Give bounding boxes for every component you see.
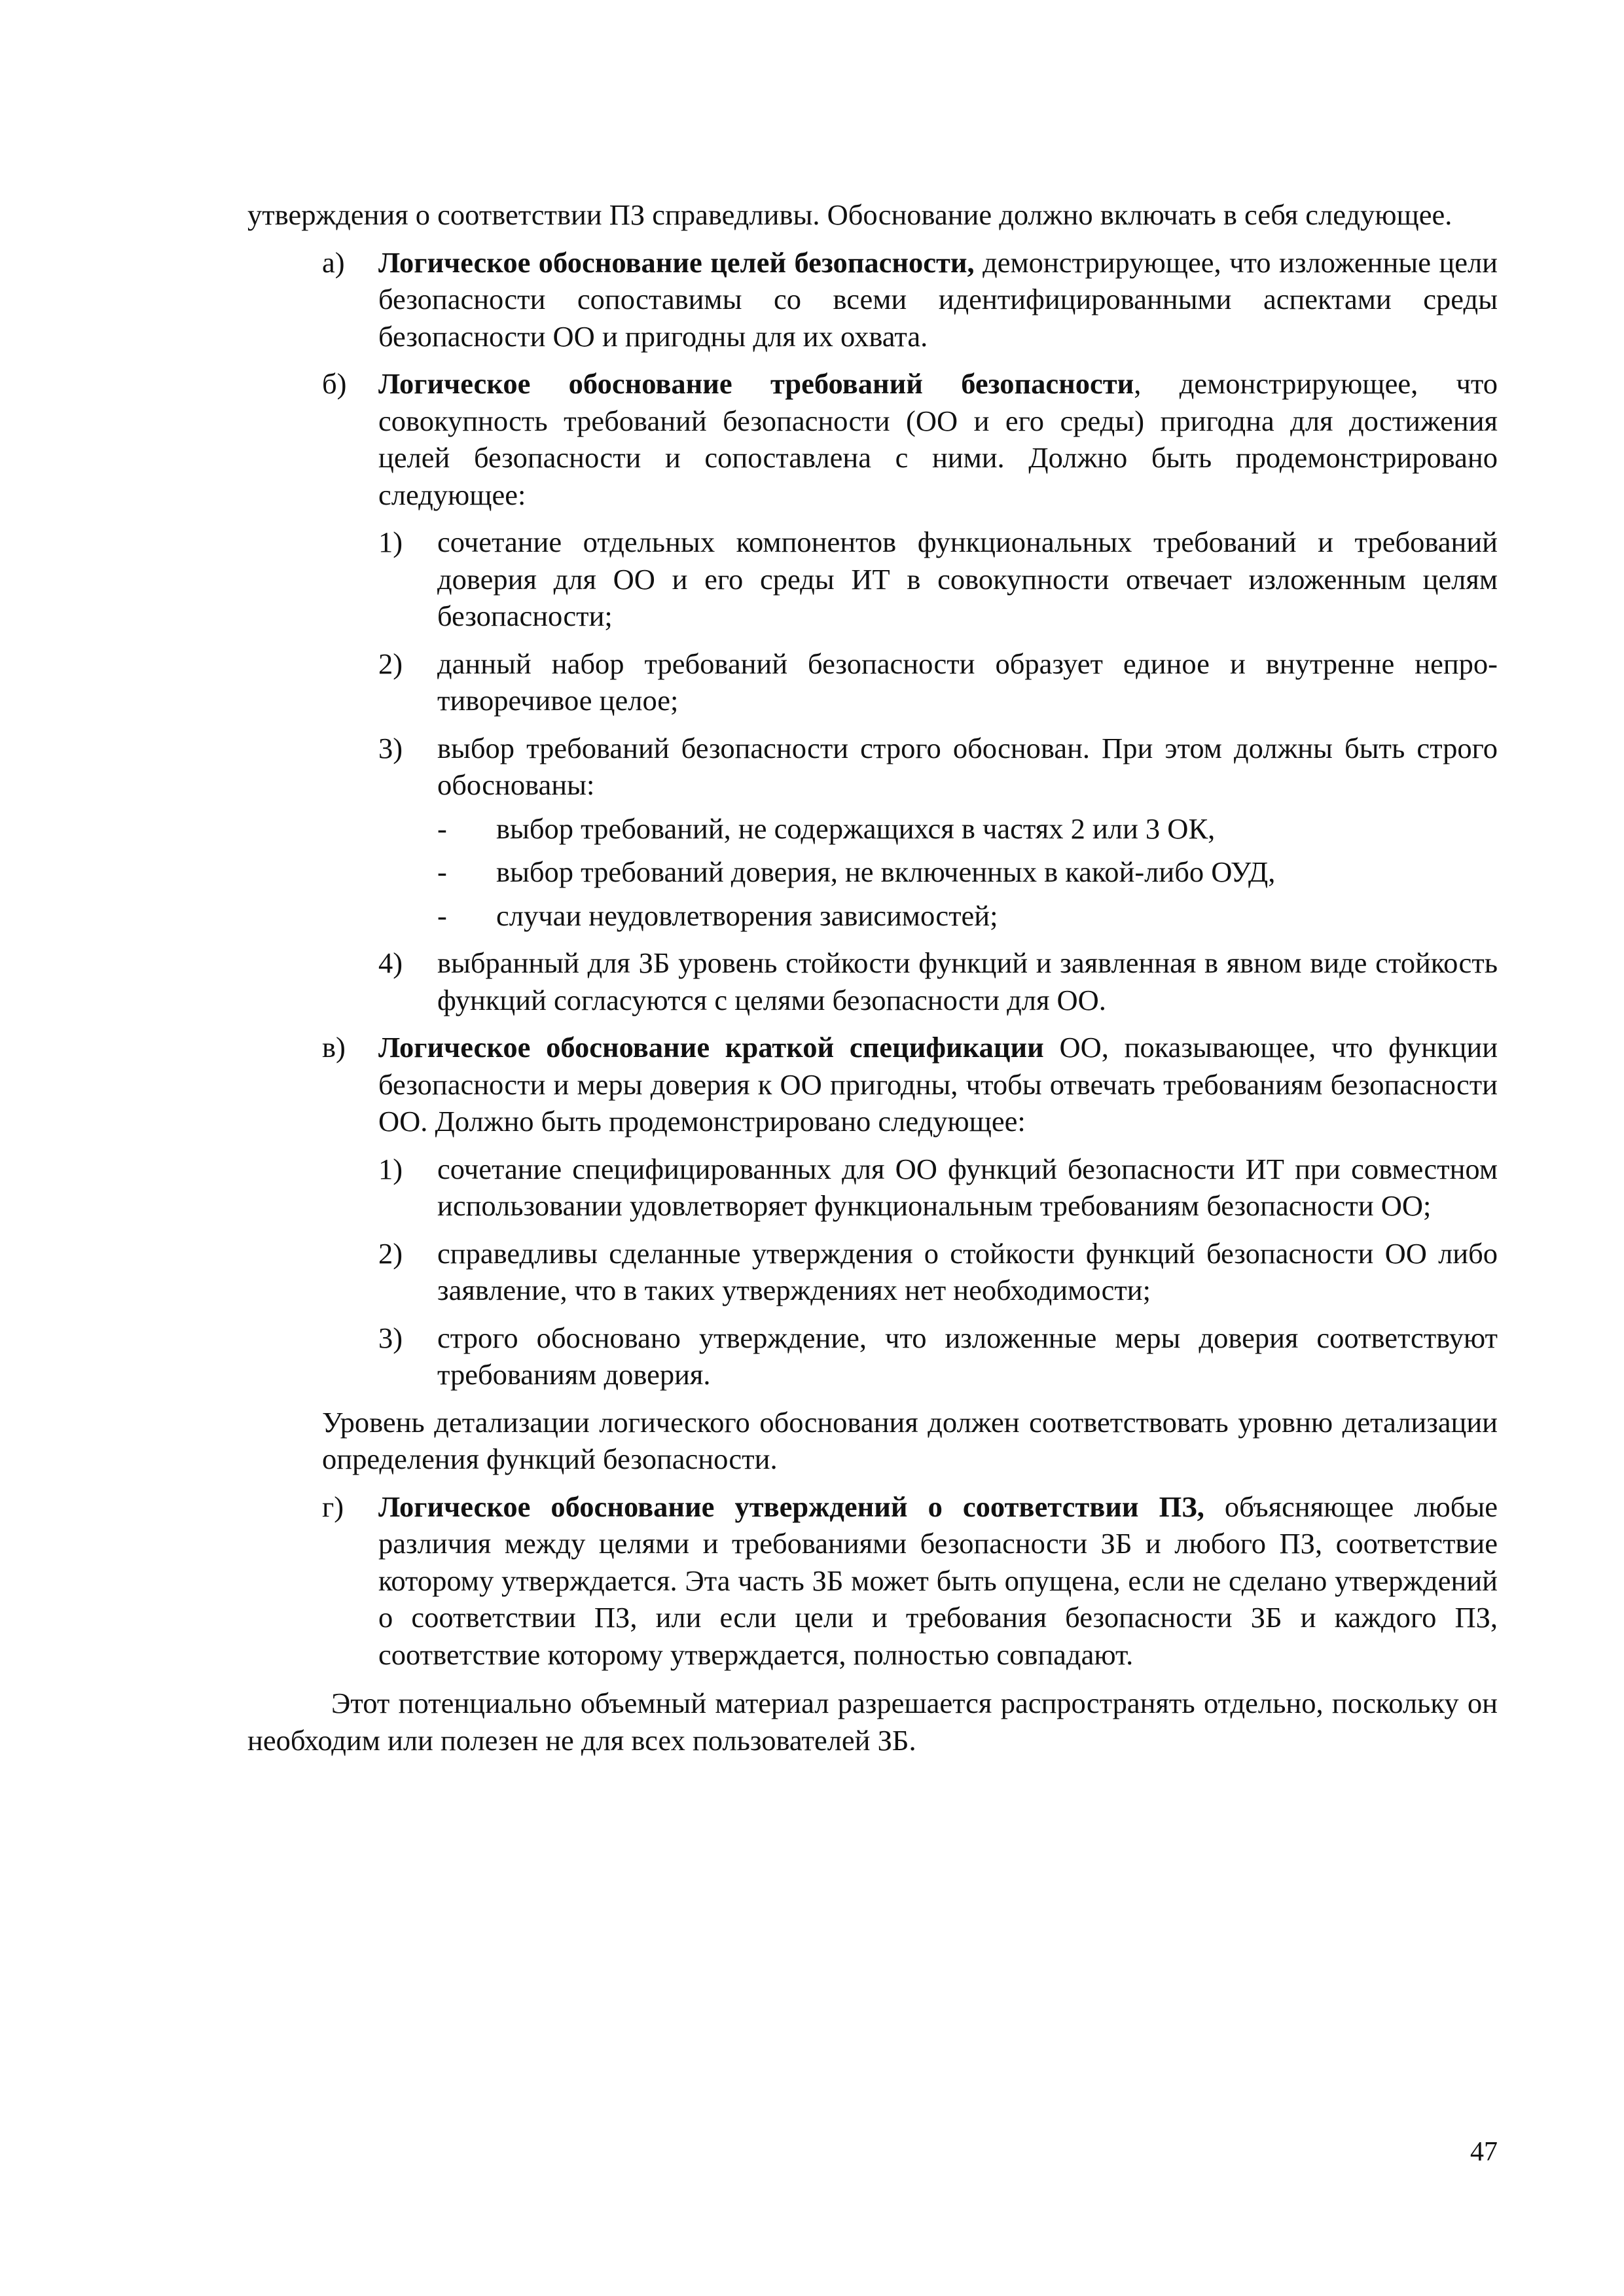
list-item-body: справедливы сделанные утверждения о стойкости функций безопасности ОО либо заявление, что в таких утверждениях нет необходимости;: [437, 1236, 1498, 1306]
item-text: демонстрирующее, что изложенные цели безопасности сопоставимы со всеми идентифицированными аспектами среды безопасности ОО и пригодны для их охвата.: [378, 245, 1498, 353]
list-marker: 3): [378, 1321, 403, 1354]
list-item-body: данный набор требований безопасности образует единое и внутренне непротиворечивое целое;: [437, 647, 1498, 717]
list-item-g: [247, 1488, 1498, 1674]
dash-marker: -: [437, 812, 447, 845]
page-number: 47: [1470, 2137, 1498, 2167]
list-marker: 3): [378, 731, 403, 764]
dash-marker: -: [437, 899, 447, 932]
dash-item-text: случаи неудовлетворения зависимостей;: [496, 899, 998, 932]
closing-paragraph: Этот потенциально объемный материал разрешается распространять отдельно, поскольку он необходим или полезен не для всех пользователей ЗБ.: [247, 1687, 1498, 1757]
list-item-body: сочетание отдельных компонентов функциональных требований и требований доверия для ОО и его среды ИТ в совокупности отвечает изложенным целям безопасности;: [437, 526, 1498, 632]
list-item-body: [378, 1029, 1498, 1140]
page-content: [247, 196, 1498, 1759]
item-text: , демонстрирующее, что совокупность требований безопасности (ОО и его среды) пригодна для достижения целей безопасности и сопоставлена с ними. Должно быть продемонстрировано следующее:: [378, 367, 1498, 511]
list-item-body: строго обосновано утверждение, что изложенные меры доверия соответствуют требованиям доверия.: [437, 1321, 1498, 1391]
item-text: объясняющее любые различия между целями и требованиями безопасности ЗБ и любого ПЗ, соответствие которому утверждается. Эта часть ЗБ может быть опущена, если не сделано утверждений о соответствии ПЗ, или если цели и требования безопасности ЗБ и каждого ПЗ, соответствие которому утверждается, полностью совпадают.: [378, 1490, 1498, 1671]
list-item-body: [378, 365, 1498, 513]
intro-paragraph: утверждения о соответствии ПЗ справедливы. Обоснование должно включать в себя следующее.: [247, 198, 1453, 231]
list-marker: 2): [378, 647, 403, 680]
list-item-b: [247, 365, 1498, 513]
dash-item-text: выбор требований доверия, не включенных в какой-либо ОУД,: [496, 855, 1276, 888]
item-text: ОО, показывающее, что функции безопасности и меры доверия к ОО пригодны, чтобы отвечать требованиям безопасности ОО. Должно быть продемонстрировано следующее:: [378, 1031, 1498, 1138]
list-item-body: выбранный для ЗБ уровень стойкости функций и заявленная в явном виде стойкость функций согласуются с целями безопасности для ОО.: [437, 946, 1498, 1016]
sub-item-b1: [247, 524, 1498, 635]
list-item-body: [378, 1488, 1498, 1674]
list-marker: 1): [378, 1152, 403, 1185]
list-marker: 2): [378, 1236, 403, 1270]
list-marker: 4): [378, 946, 403, 979]
sub-item-b2: [247, 645, 1498, 719]
item-heading: Логическое обоснование краткой спецификации: [378, 1031, 1044, 1064]
list-item-body: [378, 244, 1498, 355]
sub-item-b3: [247, 730, 1498, 804]
list-item-body: сочетание специфицированных для ОО функций безопасности ИТ при совместном использовании удовлетворяет функциональным требованиям безопасности ОО;: [437, 1152, 1498, 1222]
item-heading: Логическое обоснование целей безопасности,: [378, 245, 975, 279]
dash-item-3: [247, 897, 1498, 935]
item-heading: Логическое обоснование требований безопасности: [378, 367, 1134, 400]
list-marker: а): [322, 245, 345, 279]
list-item-v: [247, 1029, 1498, 1140]
dash-marker: -: [437, 855, 447, 888]
sub-item-v2: [247, 1235, 1498, 1309]
list-marker: б): [322, 367, 347, 400]
list-marker: 1): [378, 526, 403, 558]
list-item-body: выбор требований безопасности строго обоснован. При этом должны быть строго обоснованы:: [437, 731, 1498, 801]
sub-item-v3: [247, 1319, 1498, 1393]
list-item-a: [247, 244, 1498, 355]
detail-level-note: Уровень детализации логического обоснования должен соответствовать уровню детализации определения функций безопасности.: [322, 1405, 1498, 1475]
sub-item-b4: [247, 944, 1498, 1018]
item-heading: Логическое обоснование утверждений о соответствии ПЗ,: [378, 1490, 1204, 1523]
list-marker: в): [322, 1031, 346, 1064]
list-marker: г): [322, 1490, 344, 1523]
sub-item-v1: [247, 1151, 1498, 1225]
dash-item-2: [247, 853, 1498, 891]
dash-item-text: выбор требований, не содержащихся в частях 2 или 3 ОК,: [496, 812, 1216, 845]
dash-item-1: [247, 810, 1498, 848]
